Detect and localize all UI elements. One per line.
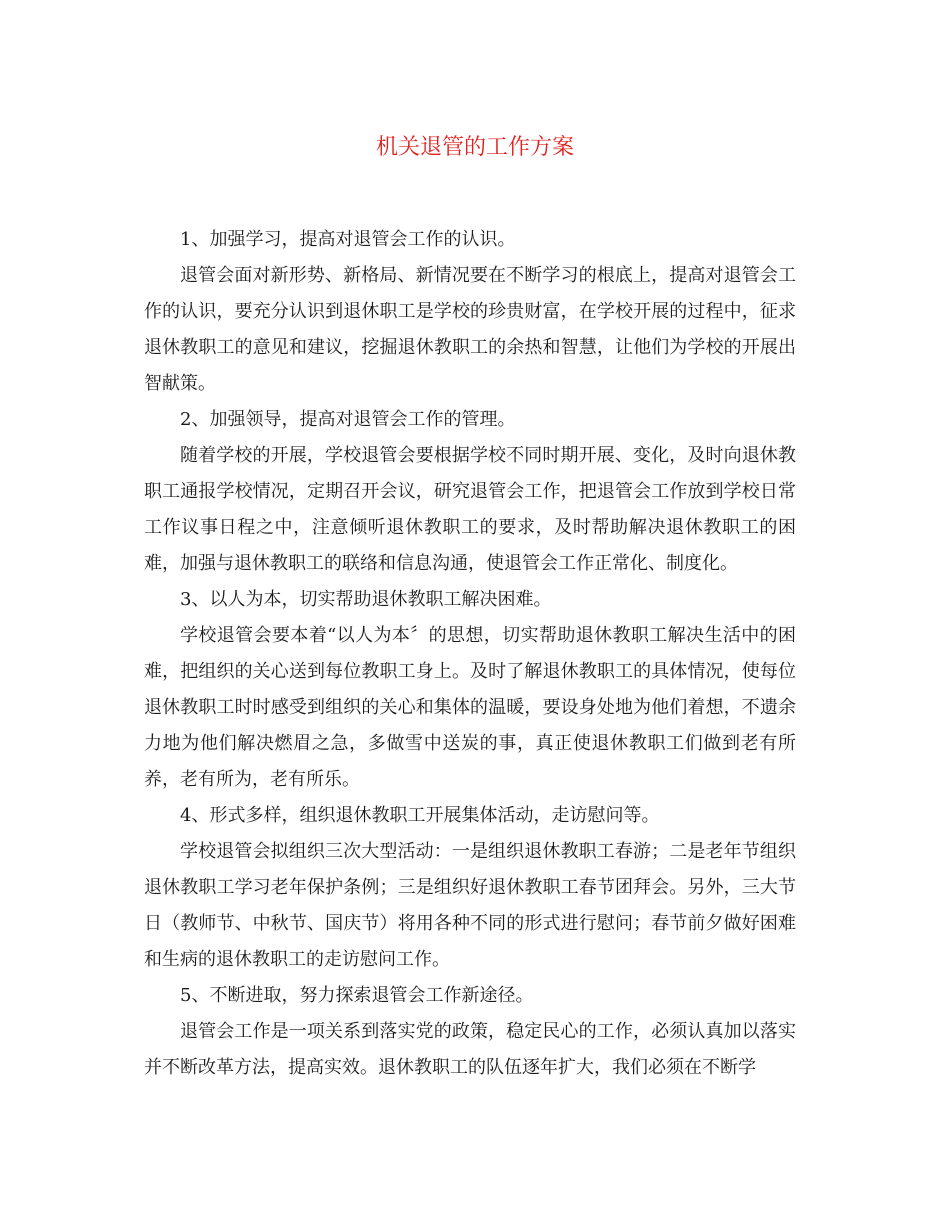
paragraph-5: 退管会工作是一项关系到落实党的政策，稳定民心的工作，必须认真加以落实并不断改革方法，提高实效。退休教职工的队伍逐年扩大，我们必须在不断学	[144, 1021, 796, 1078]
paragraph-4: 学校退管会拟组织三次大型活动：一是组织退休教职工春游；二是老年节组织退休教职工学习老年保护条例；三是组织好退休教职工春节团拜会。另外，三大节日（教师节、中秋节、国庆节）将用各种不同的形式进行慰问；春节前夕做好困难和生病的退休教职工的走访慰问工作。	[144, 841, 796, 970]
heading-5: 5、不断进取，努力探索退管会工作新途径。	[180, 985, 534, 1006]
heading-4: 4、形式多样，组织退休教职工开展集体活动，走访慰问等。	[180, 805, 660, 826]
paragraph-1: 退管会面对新形势、新格局、新情况要在不断学习的根底上，提高对退管会工作的认识，要充分认识到退休职工是学校的珍贵财富，在学校开展的过程中，征求退休教职工的意见和建议，挖掘退休教职工的余热和智慧，让他们为学校的开展出智献策。	[144, 265, 796, 394]
paragraph-3: 学校退管会要本着“以人为本〞的思想，切实帮助退休教职工解决生活中的困难，把组织的关心送到每位教职工身上。及时了解退休教职工的具体情况，使每位退休教职工时时感受到组织的关心和集体的温暖，要设身处地为他们着想，不遗余力地为他们解决燃眉之急，多做雪中送炭的事，真正使退休教职工们做到老有所养，老有所为，老有所乐。	[144, 625, 796, 790]
document-body	[144, 222, 796, 1086]
paragraph-2: 随着学校的开展，学校退管会要根据学校不同时期开展、变化，及时向退休教职工通报学校情况，定期召开会议，研究退管会工作，把退管会工作放到学校日常工作议事日程之中，注意倾听退休教职工的要求，及时帮助解决退休教职工的困难，加强与退休教职工的联络和信息沟通，使退管会工作正常化、制度化。	[144, 445, 796, 574]
heading-1: 1、加强学习，提高对退管会工作的认识。	[180, 229, 516, 250]
document-title: 机关退管的工作方案	[375, 135, 574, 160]
heading-3: 3、以人为本，切实帮助退休教职工解决困难。	[180, 589, 552, 610]
heading-2: 2、加强领导，提高对退管会工作的管理。	[180, 409, 516, 430]
